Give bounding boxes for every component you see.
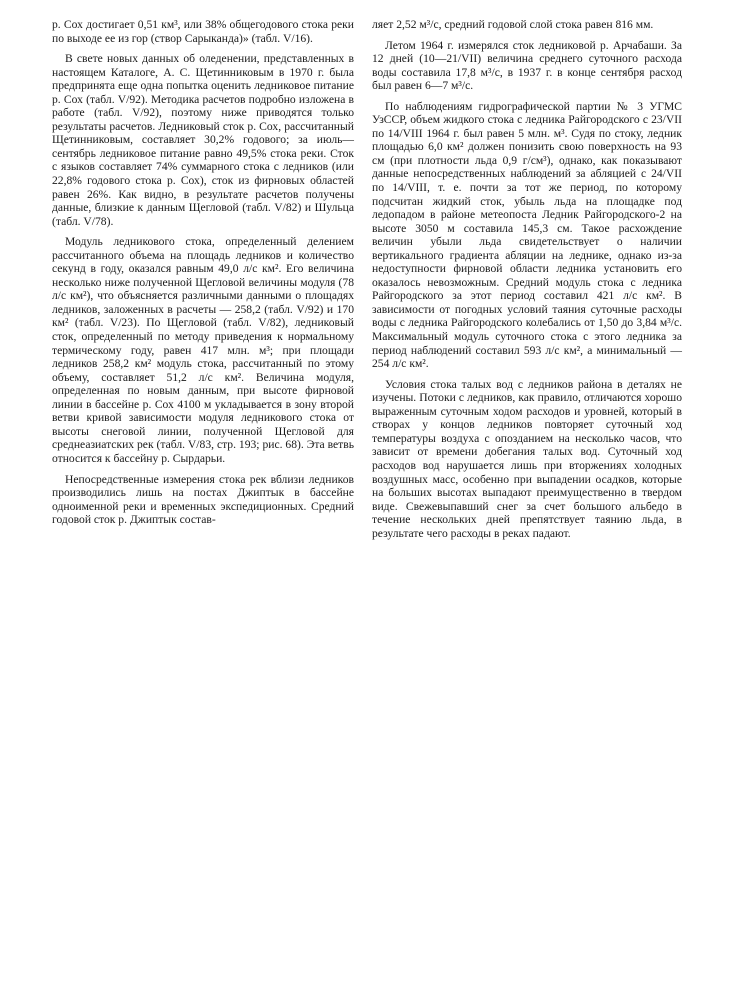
left-column — [52, 18, 354, 527]
paragraph-continuation-right: ляет 2,52 м³/с, средний годовой слой стока равен 816 мм. — [372, 18, 654, 31]
paragraph-raigorodsky-glacier: По наблюдениям гидрографической партии № 3 УГМС УзССР, объем жидкого стока с ледника Райгородского с 23/VII по 14/VIII 1964 г. был равен 5 млн. м³. Судя по стоку, ледник площадью 6,0 км² должен понизить свою поверхность на 93 см (при плотности льда 0,9 г/см³), однако, как показывают данные непосредственных наблюдений за абляцией с 24/VII по 14/VIII, т. е. почти за тот же период, по которому подсчитан жидкий сток, убыль льда на площадке под ледопадом в районе метеопоста Ледник Райгородского-2 на высоте 3050 м составила 145,3 см. Такое расхождение величин убыли льда свидетельствует о наличии вертикального градиента абляции на леднике, однако из-за недоступности фирновой области ледника установить его оказалось невозможным. Средний модуль стока с ледника Райгородского за этот период составил 421 л/с км². В зависимости от погодных условий таяния суточные расходы воды с ледника Райгородского колебались от 1,50 до 3,84 м³/с. Максимальный модуль суточного стока с этого ледника за период наблюдений составил 593 л/с км², а минимальный — 254 л/с км². — [372, 99, 682, 371]
paragraph-new-data-estimate: В свете новых данных об оледенении, представленных в настоящем Каталоге, А. С. Щетинниковым в 1970 г. была предпринята еще одна попытка оценить ледниковое питание р. Сох (табл. V/92). Методика расчетов подробно изложена в работе (табл. V/92), поэтому ниже приводятся только результаты расчетов. Ледниковый сток р. Сох, рассчитанный Щетинниковым, составляет 30,2% годового; за июль—сентябрь ледниковое питание равно 49,5% стока реки. Сток с языков составляет 74% суммарного стока с ледников (или 22,8% годового стока р. Сох), сток из фирновых областей равен 26%. Как видно, в результате расчетов получены данные, близкие к данным Щегловой (табл. V/82) и Шульца (табл. V/78). — [52, 52, 354, 228]
paragraph-meltwater-conditions: Условия стока талых вод с ледников района в деталях не изучены. Потоки с ледников, как правило, отличаются хорошо выраженным суточным ходом расходов и уровней, который в створах у концов ледников повторяет суточный ход температуры воздуха с опозданием на несколько часов, что зависит от времени добегания талых вод. Суточный ход расходов вод нарушается лишь при вторжениях холодных воздушных масс, особенно при выпадении осадков, которые на больших высотах выпадают преимущественно в твердом виде. Свежевыпавший снег за счет большого альбедо в течение нескольких дней препятствует таянию льда, в результате чего расходы в реках падают. — [372, 377, 682, 540]
paragraph-continuation: р. Сох достигает 0,51 км³, или 38% общегодового стока реки по выходе ее из гор (створ Сарыканда)» (табл. V/16). — [52, 18, 354, 45]
right-column — [372, 18, 682, 540]
paragraph-direct-measurements: Непосредственные измерения стока рек вблизи ледников производились лишь на постах Джиптык в бассейне одноименной реки и временных экспедиционных. Средний годовой сток р. Джиптык состав- — [52, 472, 354, 527]
paragraph-archabashi: Летом 1964 г. измерялся сток ледниковой р. Арчабаши. За 12 дней (10—21/VII) величина среднего суточного расхода воды составила 17,8 м³/с, в 1937 г. в конце сентября расход был равен 6—7 м³/с. — [372, 38, 682, 93]
paragraph-runoff-modulus: Модуль ледникового стока, определенный делением рассчитанного объема на площадь ледников и количество секунд в году, оказался равным 49,0 л/с км². Его величина несколько ниже полученной Щегловой величины модуля (78 л/с км²), что объясняется различными данными о площадях ледников, заложенных в расчеты — 258,2 (табл. V/92) и 170 км² (табл. V/23). По Щегловой (табл. V/82), ледниковый сток, определенный по методу приведения к нормальному термическому году, равен 417 млн. м³; при площади ледников 258,2 км² модуль стока, рассчитанный по этому объему, составляет 51,2 л/с км². Величина модуля, определенная по новым данным, при высоте фирновой линии в бассейне р. Сох 4100 м укладывается в зону второй ветви кривой зависимости модуля ледникового стока от высоты снеговой линии, полученной Щегловой для среднеазиатских рек (табл. V/83, стр. 193; рис. 68). Эта ветвь относится к бассейну р. Сырдарьи. — [52, 235, 354, 465]
